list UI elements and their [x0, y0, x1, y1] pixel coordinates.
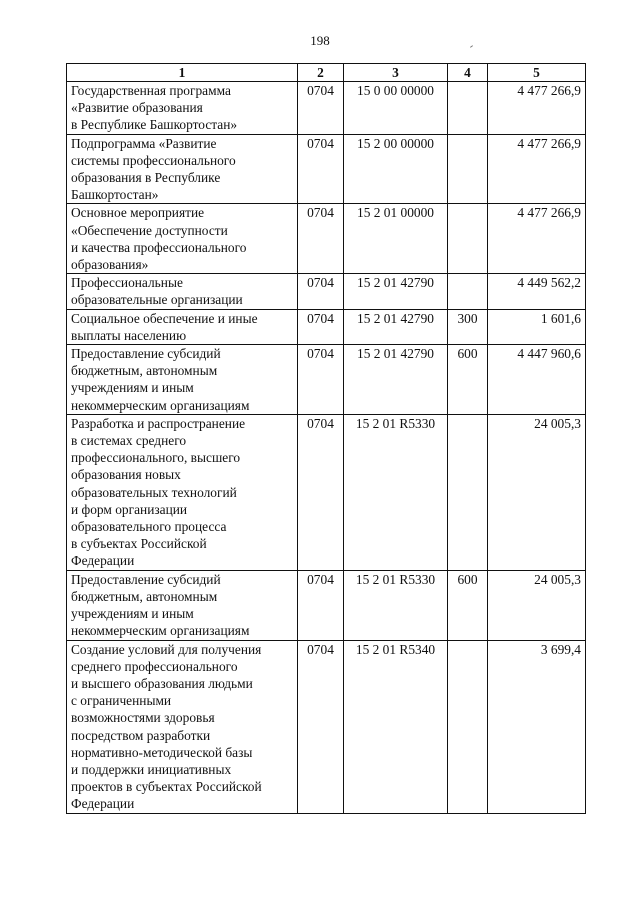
cell-expense-type [448, 134, 488, 204]
cell-target-code: 15 2 01 42790 [344, 345, 448, 415]
header-col-5: 5 [488, 64, 586, 82]
cell-amount: 3 699,4 [488, 640, 586, 813]
cell-section: 0704 [298, 414, 344, 570]
cell-amount: 4 447 960,6 [488, 345, 586, 415]
table-row [67, 345, 586, 415]
cell-target-code: 15 2 01 42790 [344, 274, 448, 309]
cell-target-code: 15 2 01 R5340 [344, 640, 448, 813]
cell-target-code: 15 2 01 R5330 [344, 414, 448, 570]
table-row [67, 204, 586, 274]
cell-expense-type [448, 274, 488, 309]
cell-name: Предоставление субсидий бюджетным, автономным учреждениям и иным некоммерческим организациям [67, 570, 298, 640]
cell-target-code: 15 0 00 00000 [344, 82, 448, 135]
cell-name: Разработка и распространение в системах среднего профессионального, высшего образования новых образовательных технологий и форм организации образовательного процесса в субъектах Российской Федерации [67, 414, 298, 570]
header-col-3: 3 [344, 64, 448, 82]
cell-amount: 24 005,3 [488, 570, 586, 640]
cell-section: 0704 [298, 640, 344, 813]
header-col-1: 1 [67, 64, 298, 82]
cell-expense-type [448, 640, 488, 813]
cell-name: Государственная программа «Развитие образования в Республике Башкортостан» [67, 82, 298, 135]
table-row [67, 309, 586, 344]
cell-target-code: 15 2 01 R5330 [344, 570, 448, 640]
cell-expense-type: 300 [448, 309, 488, 344]
cell-expense-type: 600 [448, 570, 488, 640]
cell-section: 0704 [298, 309, 344, 344]
cell-amount: 4 477 266,9 [488, 82, 586, 135]
cell-amount: 24 005,3 [488, 414, 586, 570]
page-number: 198 [310, 33, 330, 48]
cell-section: 0704 [298, 134, 344, 204]
cell-target-code: 15 2 00 00000 [344, 134, 448, 204]
table-body [67, 82, 586, 814]
table-row [67, 570, 586, 640]
header-col-2: 2 [298, 64, 344, 82]
table-row [67, 414, 586, 570]
cell-name: Основное мероприятие «Обеспечение доступности и качества профессионального образования» [67, 204, 298, 274]
cell-expense-type [448, 82, 488, 135]
cell-section: 0704 [298, 274, 344, 309]
cell-name: Создание условий для получения среднего профессионального и высшего образования людьми с ограниченными возможностями здоровья посредством разработки нормативно-методической базы и поддержки инициативных проектов в субъектах Российской Федерации [67, 640, 298, 813]
cell-name: Социальное обеспечение и иные выплаты населению [67, 309, 298, 344]
header-col-4: 4 [448, 64, 488, 82]
cell-name: Профессиональные образовательные организации [67, 274, 298, 309]
table-row [67, 640, 586, 813]
cell-section: 0704 [298, 345, 344, 415]
table-row [67, 82, 586, 135]
cell-section: 0704 [298, 82, 344, 135]
cell-amount: 4 449 562,2 [488, 274, 586, 309]
cell-amount: 4 477 266,9 [488, 204, 586, 274]
cell-expense-type [448, 414, 488, 570]
cell-amount: 1 601,6 [488, 309, 586, 344]
budget-table [66, 63, 586, 814]
cell-section: 0704 [298, 204, 344, 274]
cell-expense-type [448, 204, 488, 274]
cell-amount: 4 477 266,9 [488, 134, 586, 204]
cell-expense-type: 600 [448, 345, 488, 415]
cell-name: Подпрограмма «Развитие системы профессионального образования в Республике Башкортостан» [67, 134, 298, 204]
header-row [67, 64, 586, 82]
cell-name: Предоставление субсидий бюджетным, автономным учреждениям и иным некоммерческим организациям [67, 345, 298, 415]
cell-target-code: 15 2 01 00000 [344, 204, 448, 274]
table-row [67, 134, 586, 204]
table-row [67, 274, 586, 309]
cell-target-code: 15 2 01 42790 [344, 309, 448, 344]
cell-section: 0704 [298, 570, 344, 640]
